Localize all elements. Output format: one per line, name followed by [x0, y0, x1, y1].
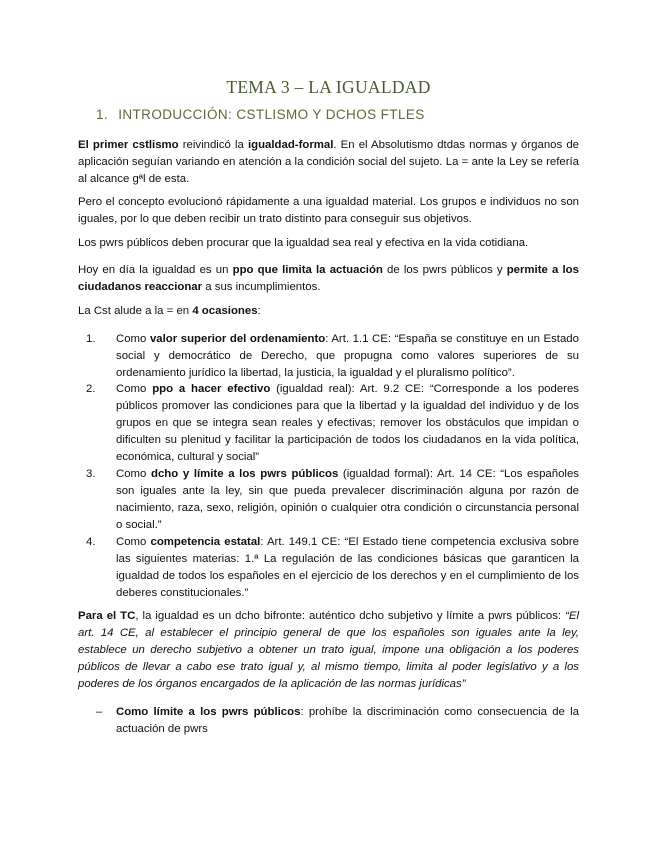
list-text-pre: Como [116, 536, 151, 548]
p1-bold-2: igualdad-formal [247, 139, 334, 151]
p4-text-2: de los pwrs públicos y [382, 264, 507, 276]
list-text-post: : Art. 1.1 CE: “España se constituye en un Estado social y democrático de Derecho, que propugna como valores superiores de su ordenamiento jurídico la libertad, la justicia, la igualdad y el pluralismo político”. [116, 333, 579, 379]
bullet-bold: Como límite a los pwrs públicos [116, 706, 301, 718]
list-number: 1. [86, 333, 96, 345]
list-text-post: : Art. 149.1 CE: “El Estado tiene competencia exclusiva sobre las siguientes materias: 1.ª La regulación de las condiciones básicas que garanticen la igualdad de todos los españoles en el ejercicio de los derechos y en el cumplimiento de los deberes constitucionales.” [116, 536, 579, 599]
paragraph-2: Pero el concepto evolucionó rápidamente a una igualdad material. Los grupos e individuos no son iguales, por lo que deben recibir un trato distinto para conseguir sus objetivos. [78, 196, 579, 225]
p1-text-2: . En el Absolutismo dtdas normas y órganos de aplicación seguían variando en atención a la condición social del sujeto. La = ante la Ley se refería al alcance gªl de esta. [78, 139, 579, 185]
p6-bold: Para el TC [78, 610, 136, 622]
paragraph-6 [78, 608, 579, 693]
list-text [116, 534, 579, 602]
list-text-bold: ppo a hacer efectivo [152, 383, 271, 395]
p1-text-1: reivindicó la [178, 139, 248, 151]
list-text-bold: competencia estatal [150, 536, 261, 548]
list-text-bold: dcho y límite a los pwrs públicos [151, 468, 339, 480]
paragraph-5 [78, 303, 579, 320]
list-text-pre: Como [116, 468, 152, 480]
bullet-text [116, 704, 579, 738]
section-number: 1. [96, 107, 109, 122]
paragraph-3: Los pwrs públicos deben procurar que la igualdad sea real y efectiva en la vida cotidiana. [78, 237, 529, 249]
list-text-post: (igualdad formal): Art. 14 CE: “Los españoles son iguales ante la ley, sin que pueda prevalecer discriminación alguna por razón de nacimiento, raza, sexo, religión, opinión o cualquier otra condición o circunstancia personal o social.” [116, 468, 579, 531]
document-title: TEMA 3 – LA IGUALDAD [226, 77, 431, 97]
list-number: 3. [86, 468, 96, 480]
bullet-post: : prohíbe la discriminación como consecuencia de la actuación de pwrs [116, 706, 579, 735]
p4-text-3: a sus incumplimientos. [202, 281, 321, 293]
dash-bullet-icon: – [96, 706, 103, 718]
list-text [116, 331, 579, 382]
list-text-bold: valor superior del ordenamiento [149, 333, 326, 345]
p5-bold: 4 ocasiones [192, 305, 258, 317]
paragraph-4 [78, 262, 579, 296]
p6-quote: “El art. 14 CE, al establecer el principio general de que los españoles son iguales ante la ley, establece un derecho subjetivo a obtener un trato igual, impone una obligación a los poderes públicos de llevar a cabo ese trato igual y, al mismo tiempo, limita al poder legislativo y a los poderes de los órganos encargados de la aplicación de las normas jurídicas” [78, 610, 579, 690]
list-text-pre: Como [116, 383, 153, 395]
list-text [116, 466, 579, 534]
list-text-post: (igualdad real): Art. 9.2 CE: “Corresponde a los poderes públicos promover las condiciones para que la libertad y la igualdad del individuo y de los grupos en que se integra sean reales y efectivas; remover los obstáculos que impidan o dificulten su plenitud y facilitar la participación de todos los ciudadanos en la vida política, económica, cultural y social” [116, 383, 579, 463]
p4-text-1: Hoy en día la igualdad es un [78, 264, 233, 276]
section-title: INTRODUCCIÓN: CSTLISMO Y DCHOS FTLES [118, 107, 425, 122]
p5-text-2: : [257, 305, 261, 317]
section-heading [96, 107, 425, 122]
p4-bold-1: ppo que limita la actuación [232, 264, 383, 276]
p1-bold-1: El primer cstlismo [78, 139, 179, 151]
p6-text: , la igualdad es un dcho bifronte: auténtico dcho subjetivo y límite a pwrs públicos: [135, 610, 566, 622]
list-text-pre: Como [116, 333, 150, 345]
list-text [116, 381, 579, 466]
p5-text-1: La Cst alude a la = en [78, 305, 193, 317]
p4-bold-2: permite a los ciudadanos reaccionar [78, 264, 579, 293]
paragraph-1 [78, 137, 579, 188]
list-number: 2. [86, 383, 96, 395]
list-number: 4. [86, 536, 96, 548]
